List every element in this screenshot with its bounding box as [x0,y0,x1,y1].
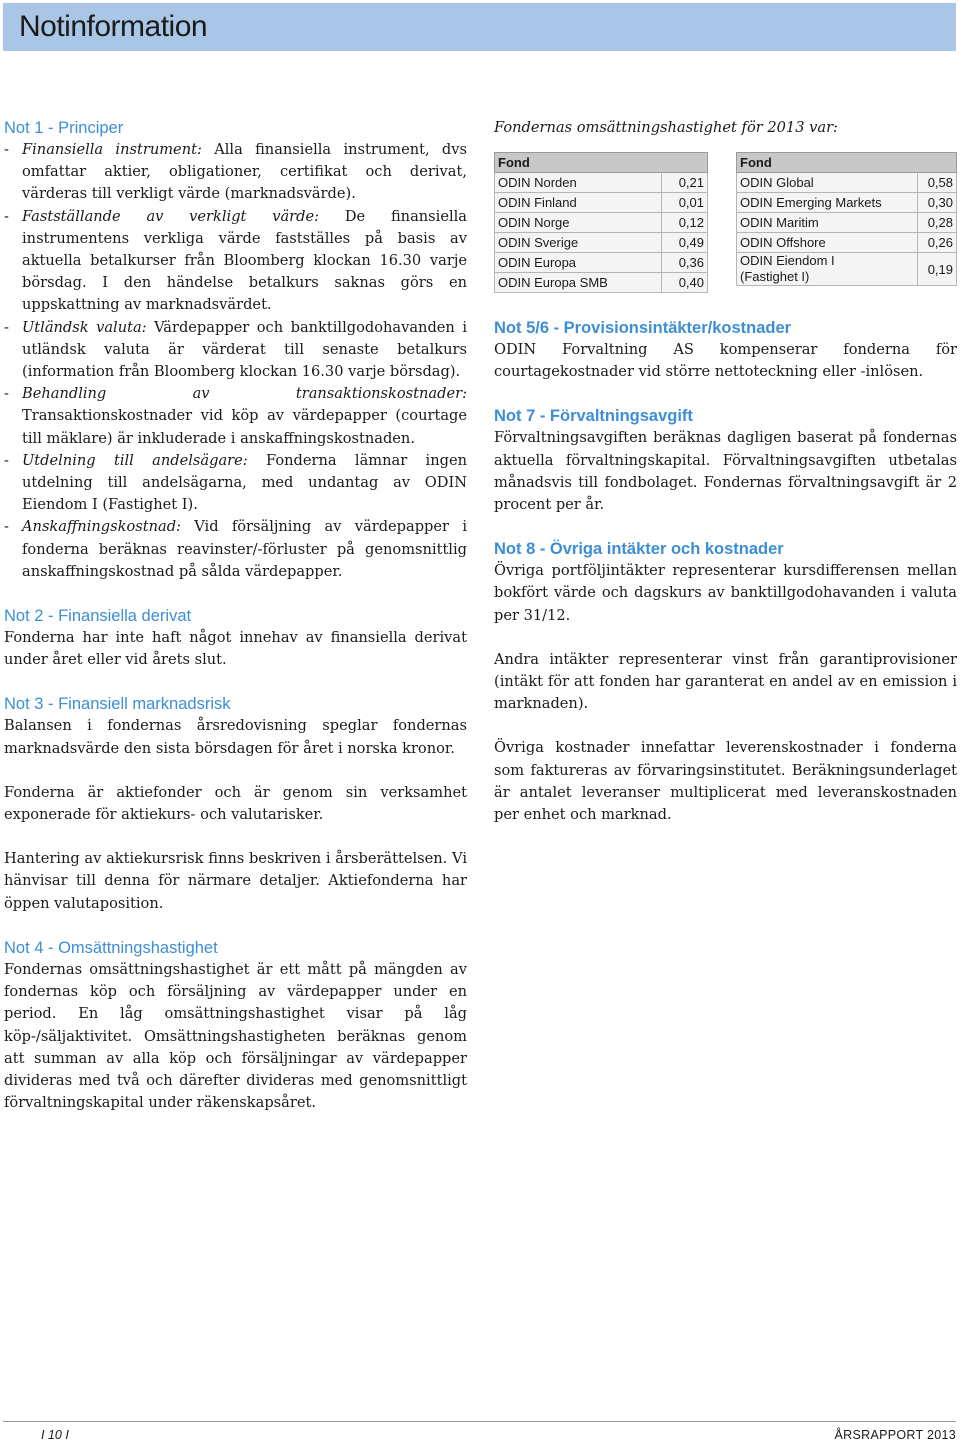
fund-name: ODIN Emerging Markets [737,193,918,213]
table-header: Fond [737,153,957,173]
fund-name-line-2: (Fastighet I) [740,269,810,284]
fund-value: 0,12 [661,213,707,233]
note3-paragraph-3: Hantering av aktiekursrisk finns beskriven i årsberättelsen. Vi hänvisar till denna för närmare detaljer. Aktiefonderna har öppen valutaposition. [4,850,467,912]
table-row [495,193,708,213]
table-row [495,213,708,233]
note7-title: Not 7 - Förvaltningsavgift [494,407,693,426]
table-row [495,253,708,273]
bullet-term: Behandling av transaktionskostnader: [22,385,467,403]
note4-text: Fondernas omsättningshastighet är ett mått på mängden av fondernas köp och försäljning av värdepapper under en period. En låg omsättningshastighet visar på låg köp-/säljaktivitet. Omsättningshastigheten beräknas genom att summan av alla köp och försäljningar av värdepapper divideras med två och därefter divideras med genomsnittligt förvaltningskapital under räkenskapsåret. [4,960,467,1112]
note56-text: ODIN Forvaltning AS kompenserar fonderna för courtagekostnader vid större nettoteckning eller -inlösen. [494,341,957,381]
bullet-text: Transaktionskostnader vid köp av värdepapper (courtage till mäklare) är inkluderade i anskaffningskostnaden. [22,407,467,447]
fund-name: ODIN Europa SMB [495,273,662,293]
table-row [737,213,957,233]
fund-value: 0,36 [661,253,707,273]
fund-name: ODIN Finland [495,193,662,213]
bullet-text: De finansiella instrumentens verkliga värde fastställes på basis av aktuella betalkurser från Bloomberg klockan 16.30 varje börsdag. I den händelse betalkurs saknas görs en uppskattning av marknadsvärdet. [22,207,468,314]
fund-value: 0,26 [917,233,956,253]
note4-title: Not 4 - Omsättningshastighet [4,938,218,957]
left-column [4,117,467,1114]
fund-name: ODIN Sverige [495,233,662,253]
bullet-term: Utländsk valuta: [22,318,147,336]
table-row [737,193,957,213]
list-item: - Finansiella instrument: Alla finansiella instrument, dvs omfattar aktier, obligationer, certifikat och derivat, värderas till verkligt värde (marknadsvärde). [4,141,467,203]
fund-value: 0,49 [661,233,707,253]
table-caption: Fondernas omsättningshastighet för 2013 var: [494,119,838,136]
fund-name: ODIN Offshore [737,233,918,253]
fund-name-line-1: ODIN Eiendom I [740,253,835,268]
fund-name: ODIN Maritim [737,213,918,233]
list-item: - Utdelning till andelsägare: Fonderna lämnar ingen utdelning till andelsägarna, med undantag av ODIN Eiendom I (Fastighet I). [4,451,467,514]
page-header [3,3,956,51]
bullet-text: Fonderna lämnar ingen utdelning till andelsägarna, med undantag av ODIN Eiendom I (Fastighet I). [22,451,467,514]
bullet-text: Värdepapper och banktillgodohavanden i utländsk valuta är värderat till senaste betalkurs (information från Bloomberg klockan 16.30 varje börsdag). [22,318,467,381]
note8-paragraph-2: Andra intäkter representerar vinst från garantiprovisioner (intäkt för att fonden har garanterat en andel av en emission i marknaden). [494,650,957,713]
table-row [737,253,957,286]
bullet-term: Finansiella instrument: [22,141,202,158]
fund-name: ODIN Norden [495,173,662,193]
fund-name: ODIN Europa [495,253,662,273]
turnover-tables [494,152,957,298]
bullet-term: Utdelning till andelsägare: [22,451,248,469]
fund-name: ODIN Norge [495,213,662,233]
fund-value: 0,01 [661,193,707,213]
table-header: Fond [495,153,708,173]
table-row [737,233,957,253]
list-item: - Utländsk valuta: Värdepapper och banktillgodohavanden i utländsk valuta är värderat till senaste betalkurs (information från Bloomberg klockan 16.30 varje börsdag). [4,318,467,381]
note8-title: Not 8 - Övriga intäkter och kostnader [494,540,784,559]
fund-name: ODIN Global [737,173,918,193]
page-number: I 10 I [41,1428,69,1442]
fund-value: 0,19 [917,253,956,286]
fund-name [737,253,918,286]
note2-text: Fonderna har inte haft något innehav av finansiella derivat under året eller vid årets slut. [4,629,467,669]
right-column [494,117,957,826]
page-title: Notinformation [19,10,208,43]
note56-title: Not 5/6 - Provisionsintäkter/kostnader [494,319,792,337]
fund-table-2 [736,152,957,286]
bullet-text: Vid försäljning av värdepapper i fonderna beräknas reavinster/-förluster på genomsnittlig anskaffningskostnad på sålda värdepapper. [22,518,467,580]
table-row [495,173,708,193]
page-footer [3,1421,956,1446]
note7-text: Förvaltningsavgiften beräknas dagligen baserat på fondernas aktuella förvaltningskapital. Förvaltningsavgiften utbetalas månadsvis till fondbolaget. Fondernas förvaltningsavgift är 2 procent per år. [494,429,957,514]
fund-value: 0,58 [917,173,956,193]
report-title: ÅRSRAPPORT 2013 [834,1428,956,1442]
table-row [737,173,957,193]
fund-table-1 [494,152,708,293]
bullet-term: Fastställande av verkligt värde: [22,207,320,225]
fund-value: 0,40 [661,273,707,293]
list-item: - Anskaffningskostnad: Vid försäljning av värdepapper i fonderna beräknas reavinster/-förluster på genomsnittlig anskaffningskostnad på sålda värdepapper. [4,518,467,580]
list-item: - Fastställande av verkligt värde: De finansiella instrumentens verkliga värde fastställes på basis av aktuella betalkurser från Bloomberg klockan 16.30 varje börsdag. I den händelse betalkurs saknas görs en uppskattning av marknadsvärdet. [4,207,468,314]
fund-value: 0,30 [917,193,956,213]
fund-value: 0,28 [917,213,956,233]
note3-title: Not 3 - Finansiell marknadsrisk [4,695,231,714]
note2-title: Not 2 - Finansiella derivat [4,607,192,626]
table-row [495,273,708,293]
fund-value: 0,21 [661,173,707,193]
note3-paragraph-2: Fonderna är aktiefonder och är genom sin verksamhet exponerade för aktiekurs- och valutarisker. [4,783,467,824]
note8-paragraph-1: Övriga portföljintäkter representerar kursdifferensen mellan bokfört värde och dagskurs av banktillgodohavanden i valuta per 31/12. [494,562,957,624]
note3-paragraph-1: Balansen i fondernas årsredovisning speglar fondernas marknadsvärde den sista börsdagen för året i norska kronor. [4,717,467,757]
table-row [495,233,708,253]
note1-title: Not 1 - Principer [4,119,124,137]
list-item: - Behandling av transaktionskostnader: Transaktionskostnader vid köp av värdepapper (courtage till mäklare) är inkluderade i anskaffningskostnaden. [4,385,467,447]
bullet-term: Anskaffningskostnad: [22,518,181,536]
bullet-text: Alla finansiella instrument, dvs omfattar aktier, obligationer, certifikat och derivat, värderas till verkligt värde (marknadsvärde). [22,141,467,203]
note8-paragraph-3: Övriga kostnader innefattar leverenskostnader i fonderna som faktureras av förvaringsinstitutet. Beräkningsunderlaget är antalet leveranser multiplicerat med leveranskostnaden per enhet och marknad. [494,739,957,824]
